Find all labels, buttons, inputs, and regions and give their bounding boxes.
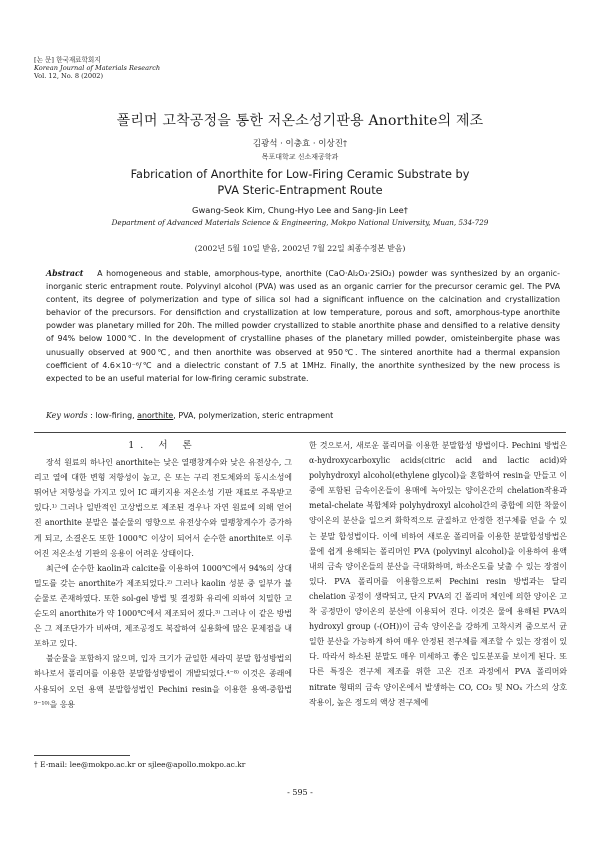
affiliation-korean: 목포대학교 신소재공학과 (261, 153, 339, 161)
affiliation-english: Department of Advanced Materials Science & Engineering, Mokpo National University, Muan, 534-729 (111, 218, 489, 227)
section-divider (34, 432, 566, 433)
journal-header-line2: Korean Journal of Materials Research (34, 64, 161, 72)
corresponding-email-footnote: † E-mail: lee@mokpo.ac.kr or sjlee@apollo.mokpo.ac.kr (34, 760, 246, 769)
keywords-pre: : low-firing, (87, 411, 138, 420)
footnote-divider (34, 755, 130, 756)
paper-title-english (0, 167, 600, 199)
authors-korean: 김광석 · 이충효 · 이상진† (252, 139, 348, 149)
title-en-line2: PVA Steric-Entrapment Route (217, 184, 383, 197)
right-column (309, 438, 567, 710)
journal-header-line3: Vol. 12, No. 8 (2002) (34, 72, 104, 80)
intro-paragraph-1: 장석 원료의 하나인 anorthite는 낮은 열팽창계수와 낮은 유전상수, 그리고 열에 대한 변형 저항성이 높고, 은 또는 구리 전도체와의 동시소성에 뛰어난 저항성을 가지고 있어 IC 패키지용 저온소성 기판 재료로 주목받고 있다.¹⁾ 그러나 일반적인 고상법으로 제조된 경우나 자연 원료에 의해 얻어진 anorthite 분말은 불순물의 영향으로 유전상수와 열팽창계수가 증가하게 되고, 소결온도 또한 1000℃ 이상이 되어서 순수한 anorthite로 이루어진 저온소성 기판의 응용이 어려운 상태이다. (34, 458, 292, 558)
title-en-line1: Fabrication of Anorthite for Low-Firing Ceramic Substrate by (130, 168, 470, 181)
left-column (34, 438, 292, 712)
journal-header (34, 56, 160, 80)
abstract (46, 267, 560, 385)
journal-header-line1: [논 문] 한국재료학회지 (34, 56, 101, 64)
received-dates: (2002년 5월 10일 받음, 2002년 7월 22일 최종수정본 받음) (194, 244, 406, 253)
keyword-anorthite: anorthite (137, 411, 174, 420)
abstract-label: Abstract (46, 269, 84, 278)
keywords (46, 411, 560, 420)
paper-title-korean: 폴리머 고착공정을 통한 저온소성기판용 Anorthite의 제조 (116, 113, 484, 129)
abstract-text: A homogeneous and stable, amorphous-type, anorthite (CaO·Al₂O₃·2SiO₂) powder was synthesized by an organic-inorganic steric entrapment route. Polyvinyl alcohol (PVA) was used as an organic carrier for the precursor ceramic gel. The PVA content, its degree of polymerization and type of silica sol had a significant influence on the calcination and crystallization behavior of the precursors. For densifiction and crystallization at low temperature, porous and soft, amorphous-type anorthite powder was planetary milled for 20h. The milled powder crystallized to stable anorthite phase and densified to a relative density of 94% below 1000℃. In the development of crystalline phases of the planetary milled powder, omisteinbergite phase was unusually observed at 900℃, and then anorthite was observed at 950℃. The sintered anorthite had a thermal expansion coefficient of 4.6×10⁻⁶/℃ and a dielectric constant of 7.5 at 1MHz. Finally, the anorthite synthesized by the new process is expected to be an useful material for low-firing ceramic substrate. (46, 269, 560, 383)
page-number: - 595 - (287, 788, 313, 797)
intro-paragraph-continued: 한 것으로서, 새로운 폴리머를 이용한 분말합성 방법이다. Pechini 방법은 α-hydroxycarboxylic acids(citric acid and lactic acid)와 polyhydroxyl alcohol(ethylene glycol)을 혼합하여 resin을 만들고 이 중에 포함된 금속이온들이 용매에 녹아있는 양이온간의 chelation작용과 metal-chelate 복합체와 polyhydroxyl alcohol간의 중합에 의한 착물이 양이온의 분산을 일으켜 화학적으로 균질하고 안정한 전구체를 얻을 수 있는 분말 합성법이다. 이에 비하여 새로운 폴리머를 이용한 분말합성방법은 물에 쉽게 용해되는 폴리머인 PVA (polyvinyl alcohol)을 이용하여 용액내의 금속 양이온들의 분산을 극대화하며, 하소온도를 낮출 수 있는 장점이 있다. PVA 폴리머를 이용함으로써 Pechini resin 방법과는 달리 chelation 공정이 생략되고, 단지 PVA의 긴 폴리머 체인에 의한 양이온 고착 공정만이 양이온의 분산에 이용되어 진다. 이것은 물에 용해된 PVA의 hydroxyl group (-(OH))이 금속 양이온을 강하게 고착시켜 줌으로서 균일한 분산을 가능하게 하여 매우 안정된 전구체를 제조할 수 있는 장점이 있다. 따라서 하소된 분말도 매우 미세하고 좋은 입도분포를 보이게 된다. 또 다른 특징은 전구체 제조를 위한 고온 건조 과정에서 PVA 폴리머와 nitrate 형태의 금속 양이온에서 발생하는 CO, CO₂ 및 NOₓ 가스의 상호 작용이, 높은 정도의 액상 전구체에 (309, 441, 567, 707)
keywords-label: Key words (46, 411, 88, 420)
intro-paragraph-2: 최근에 순수한 kaolin과 calcite를 이용하여 1000℃에서 94%의 상대밀도를 갖는 anorthite가 제조되었다.²⁾ 그러나 kaolin 성분 중 일부가 불순물로 존재하였다. 또한 sol-gel 방법 및 결정화 유리에 의하여 치밀한 고순도의 anorthite가 약 1000℃에서 제조되어 졌다.³⁾ 그러나 이 같은 방법은 그 제조단가가 비싸며, 제조공정도 복잡하여 실용화에 많은 문제점을 내포하고 있다. (34, 563, 292, 649)
intro-paragraph-3: 불순물을 포함하지 않으며, 입자 크기가 균일한 세라믹 분말 합성방법의 하나로서 폴리머를 이용한 분말합성방법이 개발되었다.⁴⁻⁸⁾ 이것은 종래에 사용되어 오던 용액 분말합성법인 Pechini resin을 이용한 용액-중합법⁹⁻¹⁰⁾을 응용 (34, 654, 292, 709)
keywords-post: , PVA, polymerization, steric entrapment (173, 411, 334, 420)
section-heading-introduction: 1. 서 론 (128, 440, 198, 451)
authors-english: Gwang-Seok Kim, Chung-Hyo Lee and Sang-Jin Lee† (192, 205, 408, 215)
